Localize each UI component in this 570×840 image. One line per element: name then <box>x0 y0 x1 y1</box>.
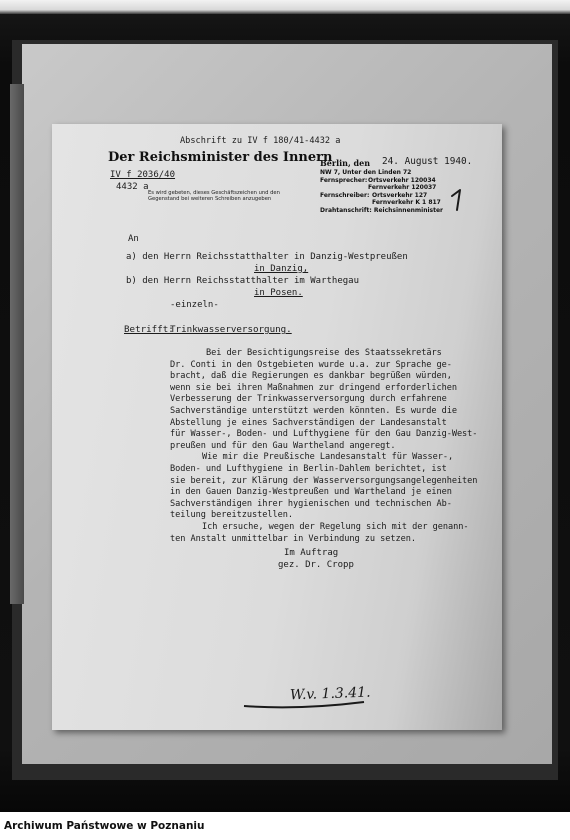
body-line: Dr. Conti in den Ostgebieten wurde u.a. zur Sprache ge- <box>170 359 452 370</box>
addressee-each: -einzeln- <box>170 300 219 310</box>
reference-number: IV f 2036/40 <box>110 170 176 180</box>
handwritten-underline <box>240 680 370 714</box>
archive-name: Archiwum Państwowe w Poznaniu <box>4 820 205 832</box>
ministry-letterhead: Der Reichsminister des Innern <box>108 150 333 165</box>
addressee-a-city: in Danzig, <box>254 264 309 274</box>
archive-footer <box>0 812 570 840</box>
body-line: preußen und für den Gau Wartheland angeregt. <box>170 440 396 451</box>
body-line: teilung bereitzustellen. <box>170 510 293 521</box>
subject-label: Betrifft: <box>124 324 174 335</box>
body-line: sie bereit, zur Klärung der Wasserversorgungsangelegenheiten <box>170 475 478 486</box>
telex-label: Fernschreiber: <box>320 192 370 199</box>
body-line: Abstellung je eines Sachverständigen der Landesanstalt <box>170 417 447 428</box>
addressee-b: b) den Herrn Reichsstatthalter im Warthegau <box>126 276 359 286</box>
place-label: Berlin, den <box>320 158 371 168</box>
telex-number: Fernverkehr K 1 817 <box>372 199 441 206</box>
body-line: Ich ersuche, wegen der Regelung sich mit der genann- <box>202 522 469 532</box>
handwritten-note: W.v. 1.3.41. <box>289 684 371 704</box>
addressee-a: a) den Herrn Reichsstatthalter in Danzig-Westpreußen <box>126 252 408 262</box>
body-line: ten Anstalt unmittelbar in Verbindung zu setzen. <box>170 533 416 544</box>
subject-text: Trinkwasserversorgung. <box>170 324 292 335</box>
top-light-strip <box>0 0 570 14</box>
copy-reference: Abschrift zu IV f 180/41-4432 a <box>180 136 341 146</box>
letter-date: 24. August 1940. <box>382 156 473 167</box>
phone-number: Ortsverkehr 120034 <box>368 177 436 184</box>
addressee-b-city: in Posen. <box>254 288 303 298</box>
body-line: für Wasser-, Boden- und Lufthygiene für den Gau Danzig-West- <box>170 429 478 440</box>
body-line: bracht, daß die Regierungen es dankbar begrüßen würden, <box>170 371 452 382</box>
reference-note-line: Es wird gebeten, dieses Geschäftszeichen und den <box>148 190 280 196</box>
telex-number: Ortsverkehr 127 <box>372 192 428 199</box>
phone-label: Fernsprecher: <box>320 177 368 184</box>
body-line: Boden- und Lufthygiene in Berlin-Dahlem berichtet, ist <box>170 464 447 474</box>
reference-note-line: Gegenstand bei weiteren Schreiben anzugeben <box>148 196 272 202</box>
body-line: Sachverständigen ihrer hygienischen und technischen Ab- <box>170 498 452 509</box>
address-an: An <box>128 234 139 244</box>
handwritten-page-number <box>448 188 468 212</box>
closing-signature: gez. Dr. Cropp <box>278 560 354 570</box>
body-line: Verbesserung der Trinkwasserversorgung durch erfahrene <box>170 394 447 405</box>
reference-suffix: 4432 a <box>116 182 149 192</box>
phone-number: Fernverkehr 120037 <box>368 184 437 191</box>
body-line: Sachverständige unterstützt werden könnten. Es wurde die <box>170 406 457 416</box>
ministry-address: NW 7, Unter den Linden 72 <box>320 169 412 176</box>
body-line: in den Gauen Danzig-Westpreußen und Wartheland je einen <box>170 487 452 498</box>
binding-strip <box>10 84 24 604</box>
body-line: Bei der Besichtigungsreise des Staatssekretärs <box>206 348 442 358</box>
telegram-address: Drahtanschrift: Reichsinnenminister <box>320 207 444 214</box>
body-line: Wie mir die Preußische Landesanstalt für Wasser-, <box>202 452 454 463</box>
closing-on-behalf: Im Auftrag <box>284 548 339 558</box>
body-line: wenn sie bei ihren Maßnahmen zur dringend erforderlichen <box>170 382 457 393</box>
letter-page <box>52 124 502 730</box>
